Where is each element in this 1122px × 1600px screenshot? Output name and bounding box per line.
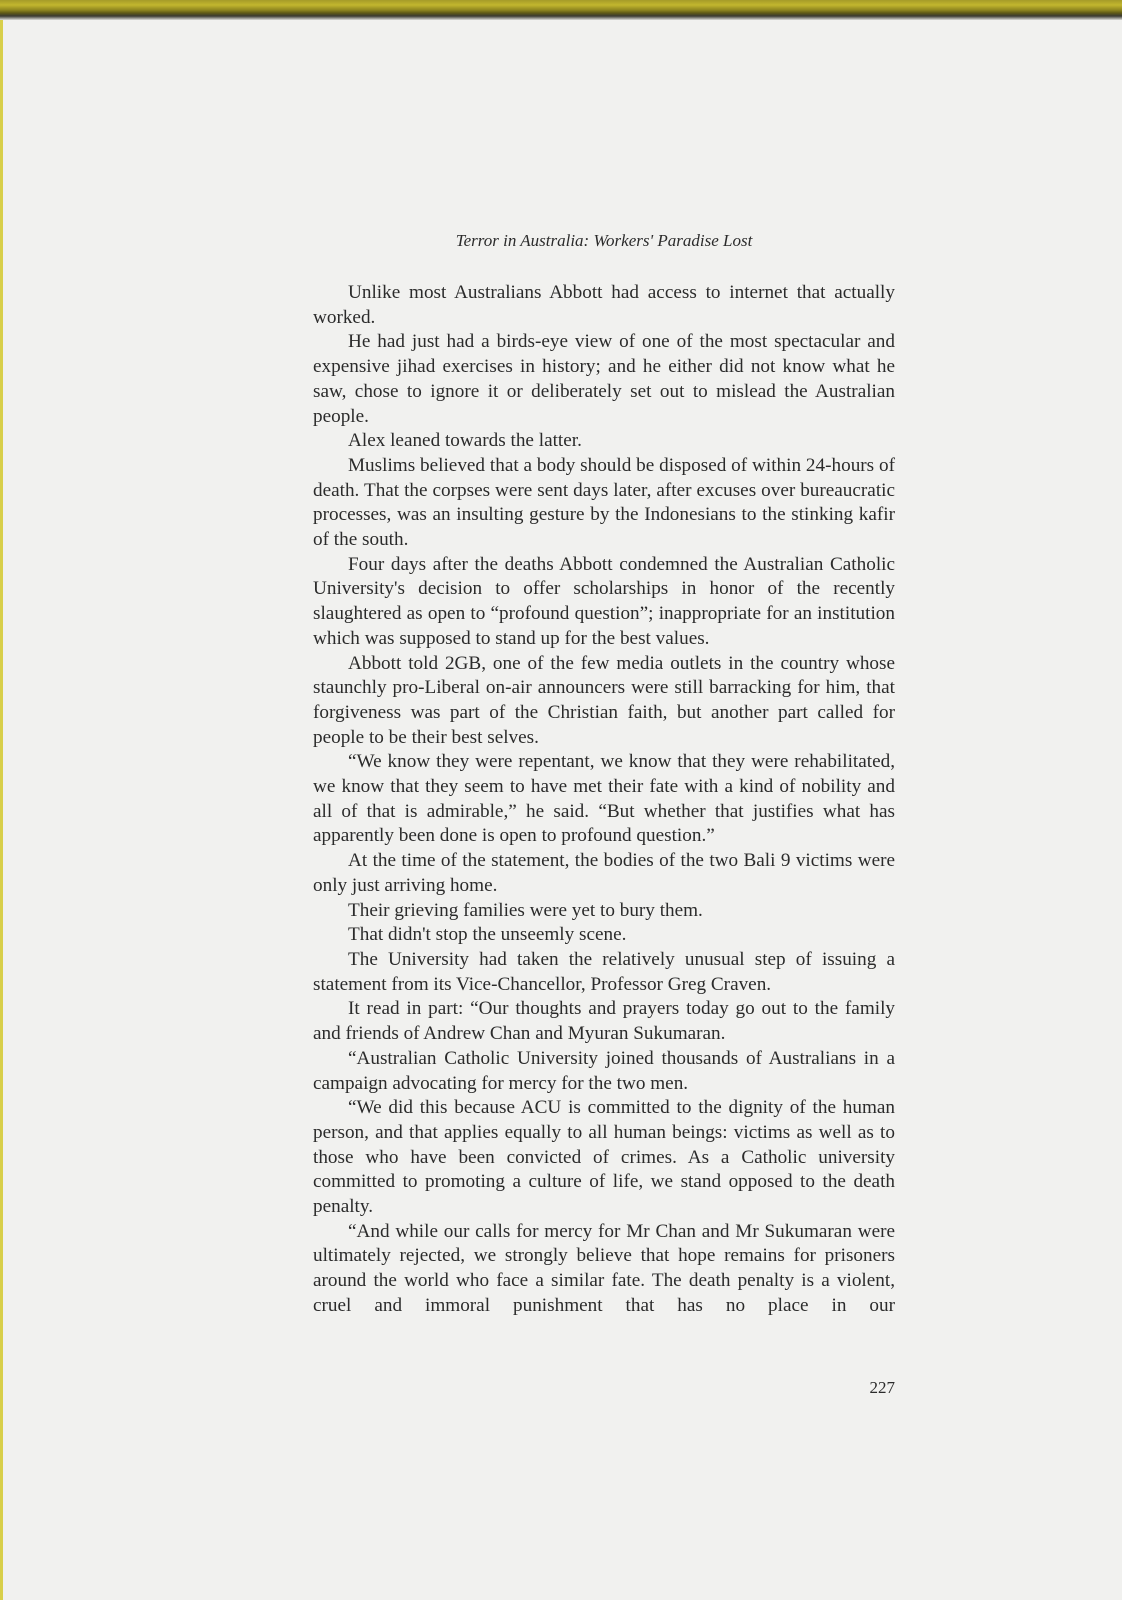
paragraph: Abbott told 2GB, one of the few media outlets in the country whose staunchly pro-Liberal on-air announcers were still barracking for him, that forgiveness was part of the Christian faith, but another part called for people to be their best selves.: [313, 652, 895, 748]
paragraph: “We know they were repentant, we know that they were rehabilitated, we know that they seem to have met their fate with a kind of nobility and all of that is admirable,” he said. “But whether that justifies what has apparently been done is open to profound question.”: [313, 751, 895, 847]
paragraph-continued: “And while our calls for mercy for Mr Chan and Mr Sukumaran were ultimately rejected, we strongly believe that hope remains for prisoners around the world who face a similar fate. The death penalty is a violent, cruel and immoral punishment that has no place in our: [313, 1220, 895, 1316]
body-text: [313, 281, 895, 1319]
paragraph: It read in part: “Our thoughts and prayers today go out to the family and friends of Andrew Chan and Myuran Sukumaran.: [313, 998, 895, 1045]
scan-edge-top: [0, 0, 1122, 20]
running-header: Terror in Australia: Workers' Paradise Lost: [455, 231, 753, 250]
paragraph: Four days after the deaths Abbott condemned the Australian Catholic University's decision to offer scholarships in honor of the recently slaughtered as open to “profound question”; inappropriate for an institution which was supposed to stand up for the best values.: [313, 553, 895, 649]
paragraph: That didn't stop the unseemly scene.: [348, 924, 627, 946]
paragraph: The University had taken the relatively unusual step of issuing a statement from its Vice-Chancellor, Professor Greg Craven.: [313, 948, 895, 995]
paragraph: Their grieving families were yet to bury them.: [348, 899, 703, 921]
scan-edge-left: [0, 20, 3, 1600]
paragraph: Muslims believed that a body should be disposed of within 24-hours of death. That the corpses were sent days later, after excuses over bureaucratic processes, was an insulting gesture by the Indonesians to the stinking kafir of the south.: [313, 454, 895, 551]
paragraph: Alex leaned towards the latter.: [348, 430, 582, 452]
paragraph: “Australian Catholic University joined thousands of Australians in a campaign advocating for mercy for the two men.: [313, 1047, 895, 1094]
paragraph: At the time of the statement, the bodies of the two Bali 9 victims were only just arriving home.: [313, 850, 895, 896]
page-number: 227: [869, 1378, 895, 1397]
paragraph: He had just had a birds-eye view of one of the most spectacular and expensive jihad exercises in history; and he either did not know what he saw, chose to ignore it or deliberately set out to mislead the Australian people.: [313, 331, 895, 427]
paragraph: Unlike most Australians Abbott had access to internet that actually worked.: [313, 282, 895, 328]
paragraph: “We did this because ACU is committed to the dignity of the human person, and that applies equally to all human beings: victims as well as to those who have been convicted of crimes. As a Catholic university committed to promoting a culture of life, we stand opposed to the death penalty.: [313, 1097, 895, 1218]
